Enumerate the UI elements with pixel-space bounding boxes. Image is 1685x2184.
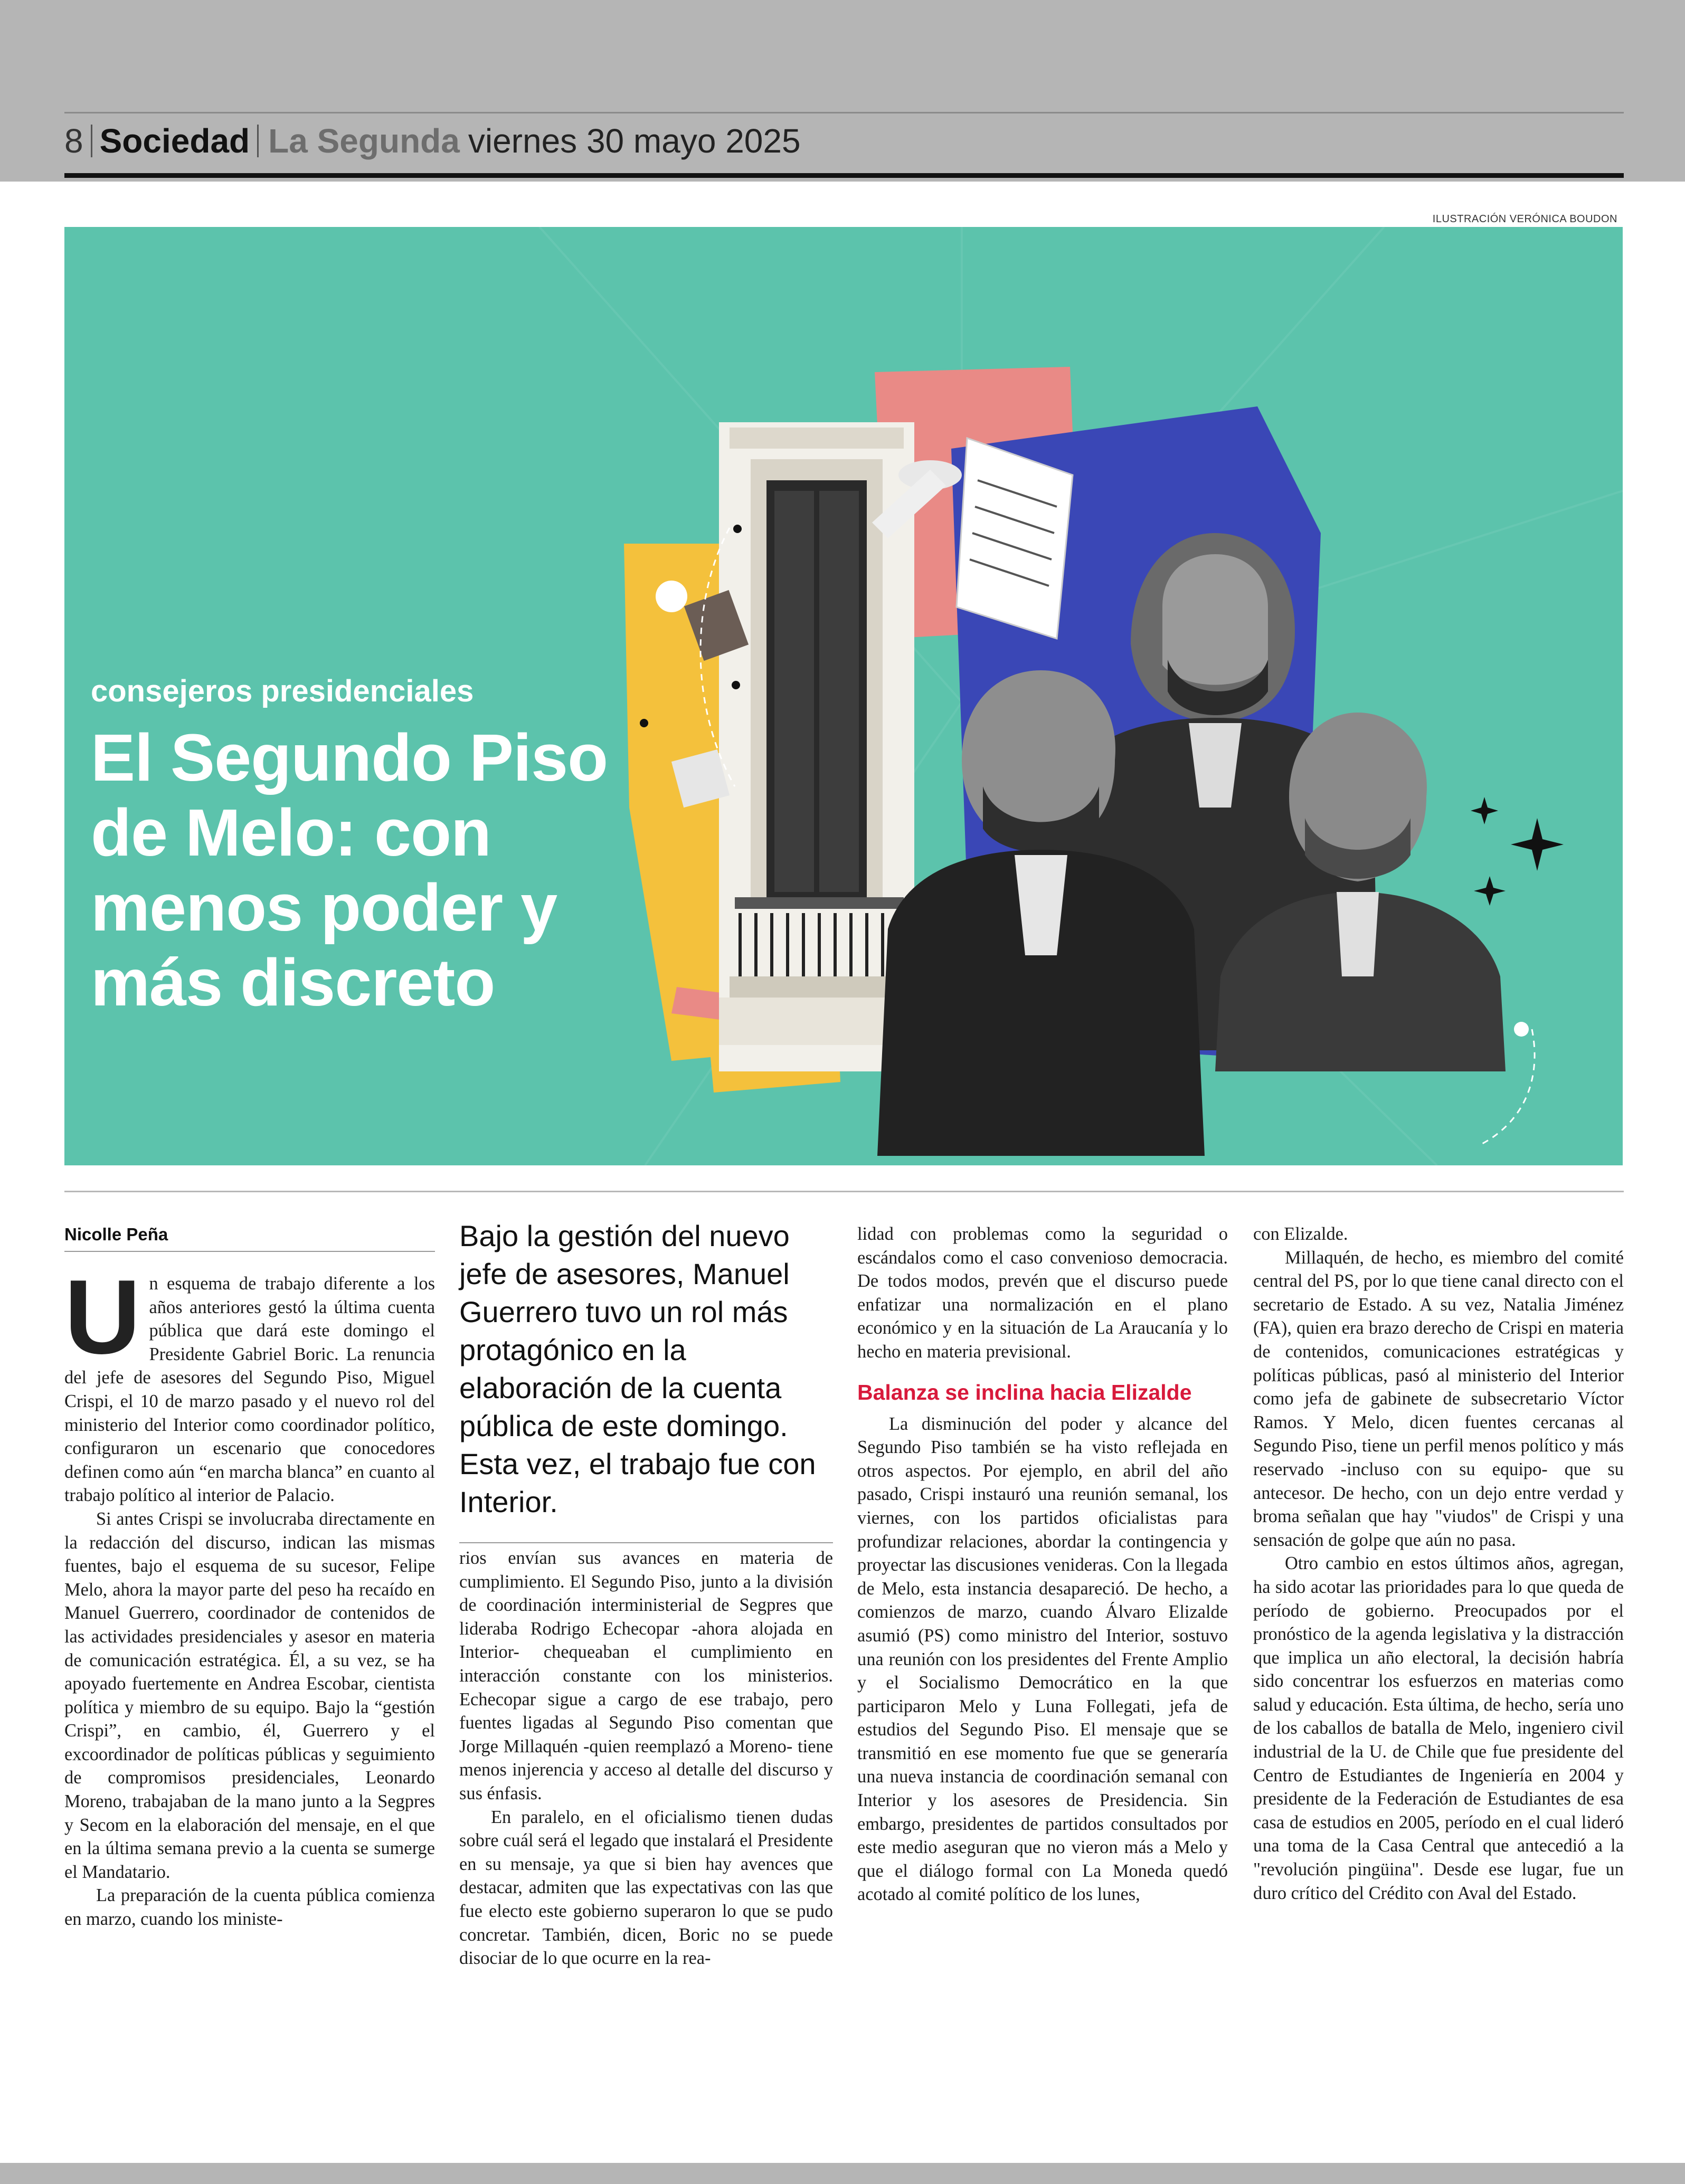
paragraph: Millaquén, de hecho, es miembro del comité central del PS, por lo que tiene canal directo con el secretario de Estado. A su vez, Natalia Jiménez (FA), quien era brazo derecho de Crispi en materia de contenidos, comunicaciones estratégicas y políticas públicas, pasó al ministerio del Interior como jefa de gabinete de subsecretario Víctor Ramos. Y Melo, dicen fuentes cercanas al Segundo Piso, tiene un perfil menos político y más reservado -incluso con su equipo- que su antecesor. De hecho, con un dejo entre verdad y broma señalan que hay "viudos" de Crispi y una sensación de golpe que aún no pasa.: [1253, 1247, 1624, 1550]
paragraph: lidad con problemas como la seguridad o escándalos como el caso convenioso democracia. De todos modos, prevén que el discurso puede enfatizar una normalización en el plano económico y en la situación de La Araucanía y lo hecho en materia previsional.: [857, 1224, 1228, 1362]
section-name: Sociedad: [99, 122, 250, 160]
paragraph: Si antes Crispi se involucraba directamente en la redacción del discurso, indican las mismas fuentes, bajo el esquema de su sucesor, Felipe Melo, ahora la mayor parte del peso ha recaído en Manuel Guerrero, coordinador de contenidos de las actividades presidenciales y asesor en materia de comunicación estratégica. Él, a su vez, se ha apoyado fuertemente en Andrea Escobar, cientista política y miembro de su equipo. Bajo la “gestión Crispi”, en cambio, él, Guerrero y el excoordinador de políticas públicas y seguimiento de compromisos presidenciales, Leonardo Moreno, trabajaban de la mano junto a la Segpres y Secom en la elaboración del mensaje, en el que en la última semana previo a la cuenta se sumerge el Mandatario.: [64, 1508, 435, 1882]
article-column-2: [459, 1546, 833, 1970]
page-number: 8: [64, 122, 83, 160]
paragraph: La preparación de la cuenta pública comienza en marzo, cuando los ministe-: [64, 1885, 435, 1930]
subheading: Balanza se inclina hacia Elizalde: [857, 1380, 1192, 1404]
header-divider: [91, 125, 92, 157]
header-top-rule: [64, 112, 1624, 113]
pull-quote: Bajo la gestión del nuevo jefe de asesores, Manuel Guerrero tuvo un rol más protagónico en la elaboración de la cuenta pública de este domingo. Esta vez, el trabajo fue con Interior.: [459, 1219, 816, 1518]
article-author: Nicolle Peña: [64, 1224, 168, 1244]
article-kicker: consejeros presidenciales: [91, 674, 474, 708]
header-divider: [257, 125, 259, 157]
article-column-3: [857, 1222, 1228, 1906]
paragraph-text: n esquema de trabajo diferente a los años anteriores gestó la última cuenta pública que dará este domingo el Presidente Gabriel Boric. La renuncia del jefe de asesores del Segundo Piso, Miguel Crispi, el 10 de marzo pasado y el nuevo rol del ministerio del Interior como coordinador político, configuraron un escenario que conocedores definen como aún “en marcha blanca” en cuanto al trabajo político al interior de Palacio.: [64, 1274, 435, 1506]
newspaper-name: La Segunda: [268, 122, 460, 160]
dropcap: U: [64, 1258, 141, 1376]
hero-bottom-rule: [64, 1191, 1624, 1192]
issue-date: viernes 30 mayo 2025: [468, 122, 801, 160]
article-title: El Segundo Piso de Melo: con menos poder y más discreto: [91, 720, 608, 1020]
paragraph: con Elizalde.: [1253, 1224, 1348, 1244]
article-column-1: [64, 1258, 435, 1931]
pull-quote-rule: [459, 1542, 833, 1543]
paragraph: Otro cambio en estos últimos años, agregan, ha sido acotar las prioridades para lo que queda de período de gobierno. Preocupados por el pronóstico de la agenda legislativa y la distracción que implica un año electoral, la decisión habría sido concentrar los esfuerzos en materias como salud y educación. Esta última, de hecho, sería uno de los caballos de batalla de Melo, ingeniero civil industrial de la U. de Chile que fue presidente del Centro de Estudiantes de Ingeniería en 2004 y presidente de la Federación de Estudiantes de esa casa de estudios en 2005, período en el cual lideró una toma de la Casa Central que antecedió a la "revolución pingüina". Desde ese lugar, fue un duro crítico del Crédito con Aval del Estado.: [1253, 1553, 1624, 1903]
white-dot: [1514, 1022, 1529, 1037]
page-header: [64, 117, 801, 165]
author-rule: [64, 1251, 435, 1252]
paragraph: La disminución del poder y alcance del Segundo Piso también se ha visto reflejada en otros aspectos. Por ejemplo, en abril del año pasado, Crispi instauró una reunión semanal, los viernes, con los partidos oficialistas para profundizar relaciones, abordar la contingencia y proyectar las discusiones venideras. Con la llegada de Melo, esta instancia desapareció. De hecho, a comienzos de marzo, cuando Álvaro Elizalde asumió (PS) como ministro del Interior, sostuvo una reunión con los presidentes del Frente Amplio y el Socialismo Democrático en la que participaron Melo y Luna Follegati, jefa de estudios del Segundo Piso. El mensaje que se transmitió en ese momento fue que se generaría una nueva instancia de coordinación semanal con Interior y los asesores de Presidencia. Sin embargo, presidentes de partidos consultados por este medio aseguran que no vieron más a Melo y que el diálogo formal con La Moneda quedó acotado al comité político de los lunes,: [857, 1413, 1228, 1905]
paragraph: [64, 1258, 435, 1507]
paragraph: En paralelo, en el oficialismo tienen dudas sobre cuál será el legado que instalará el Presidente en su mensaje, ya que si bien hay avences que destacar, admiten que las expectativas con las que fue electo este gobierno superaron lo que se pudo concretar. También, dicen, Boric no se puede disociar de lo que ocurre en la rea-: [459, 1807, 833, 1969]
header-bottom-rule: [64, 173, 1624, 178]
paragraph: rios envían sus avances en materia de cumplimiento. El Segundo Piso, junto a la división de coordinación interministerial de Segpres que lideraba Rodrigo Echecopar -ahora alojada en Interior- chequeaban el cumplimiento en interacción constante con los ministerios. Echecopar sigue a cargo de ese trabajo, pero fuentes ligadas al Segundo Piso comentan que Jorge Millaquén -quien reemplazó a Moreno- tiene menos injerencia y acceso al detalle del discurso y sus énfasis.: [459, 1548, 833, 1803]
article-column-4: [1253, 1222, 1624, 1905]
illustration-credit: ILUSTRACIÓN VERÓNICA BOUDON: [1432, 213, 1617, 225]
stars: [1471, 797, 1564, 906]
